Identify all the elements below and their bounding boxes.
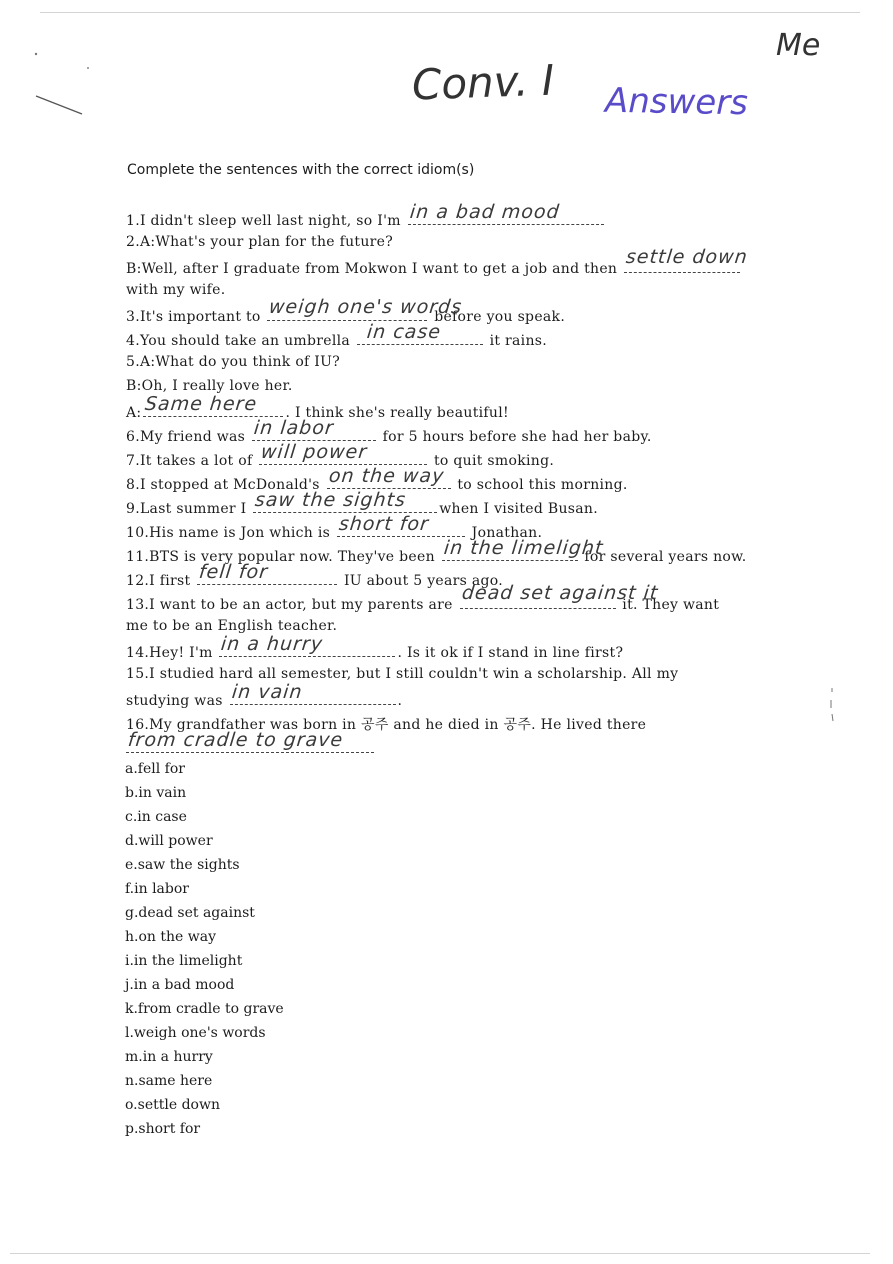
question-line: 1.I didn't sleep well last night, so I'm in a bad mood [126, 210, 606, 229]
question-line: 14.Hey! I'm in a hurry . Is it ok if I stand in line first? [126, 633, 624, 661]
question-line: 5.A:What do you think of IU? [126, 354, 341, 370]
option-item: k.from cradle to grave [125, 1001, 284, 1017]
handwritten-answer: settle down [624, 246, 749, 268]
answer-blank [197, 561, 337, 585]
answer-blank [267, 296, 464, 321]
answer-blank [253, 489, 437, 513]
option-item: d.will power [125, 833, 213, 849]
option-item: i.in the limelight [125, 953, 243, 969]
question-line: 2.A:What's your plan for the future? [126, 234, 394, 250]
question-line: 12.I first fell for IU about 5 years ago. [126, 561, 504, 589]
question-line: 6.My friend was in labor for 5 hours before she had her baby. [126, 417, 652, 445]
answer-blank [408, 201, 604, 225]
question-line: 10.His name is Jon which is short for Jonathan. [126, 513, 543, 541]
scan-edge-top [40, 12, 860, 13]
question-line: 3.It's important to weigh one's words before you speak. [126, 296, 566, 325]
question-line: 4.You should take an umbrella in case it rains. [126, 321, 548, 349]
answer-blank [337, 513, 465, 537]
answer-blank [219, 633, 395, 657]
option-item: e.saw the sights [125, 857, 240, 873]
option-item: h.on the way [125, 929, 216, 945]
page-title: Conv. I [411, 55, 555, 110]
option-item: n.same here [125, 1073, 213, 1089]
handwritten-answer: dead set against it [460, 582, 660, 604]
answer-blank [460, 582, 660, 609]
answer-blank [259, 441, 427, 465]
answers-label: Answers [604, 80, 749, 124]
handwritten-answer: Same here [144, 393, 259, 415]
handwritten-answer: in a hurry [220, 633, 325, 655]
question-line: studying was in vain . [126, 681, 403, 709]
option-item: c.in case [125, 809, 187, 825]
answer-blank [143, 393, 283, 417]
question-line: 8.I stopped at McDonald's on the way to school this morning. [126, 465, 628, 493]
question-line: 9.Last summer I saw the sights when I visited Busan. [126, 489, 598, 517]
option-item: b.in vain [125, 785, 187, 801]
option-item: p.short for [125, 1121, 201, 1137]
handwritten-answer: on the way [327, 465, 446, 487]
question-line: 13.I want to be an actor, but my parents are dead set against it it. They want [126, 582, 720, 613]
question-line: B:Well, after I graduate from Mokwon I want to get a job and then settle down [126, 246, 749, 277]
answer-blank [442, 537, 605, 561]
handwritten-answer: in a bad mood [408, 201, 561, 223]
handwritten-answer: in vain [230, 681, 304, 703]
question-line [126, 729, 376, 757]
option-item: f.in labor [125, 881, 189, 897]
option-item: m.in a hurry [125, 1049, 213, 1065]
option-item: o.settle down [125, 1097, 220, 1113]
handwritten-answer: fell for [198, 561, 270, 583]
answer-blank [624, 246, 749, 273]
answer-blank [252, 417, 376, 441]
instructions: Complete the sentences with the correct idiom(s) [127, 162, 475, 178]
pencil-mark [28, 40, 98, 130]
handwritten-answer: in the limelight [442, 537, 605, 559]
handwritten-answer: will power [260, 441, 369, 463]
answer-blank [357, 321, 483, 345]
answer-blank [126, 729, 374, 753]
question-line: 7.It takes a lot of will power to quit smoking. [126, 441, 555, 469]
option-item: g.dead set against [125, 905, 255, 921]
question-line: 15.I studied hard all semester, but I still couldn't win a scholarship. All my [126, 666, 679, 682]
question-line: 11.BTS is very popular now. They've been in the limelight for several years now. [126, 537, 747, 565]
question-line: me to be an English teacher. [126, 618, 338, 634]
handwritten-answer: weigh one's words [268, 296, 464, 318]
option-item: a.fell for [125, 761, 185, 777]
handwritten-answer: short for [337, 513, 431, 535]
handwritten-answer: saw the sights [254, 489, 408, 511]
handwritten-answer: in labor [252, 417, 335, 439]
question-line: 16.My grandfather was born in 공주 and he died in 공주. He lived there [126, 717, 647, 733]
answer-blank [327, 465, 451, 489]
pencil-mark-right [826, 686, 838, 726]
option-item: l.weigh one's words [125, 1025, 266, 1041]
question-line: with my wife. [126, 282, 226, 298]
scan-edge-bottom [10, 1253, 870, 1254]
question-line: B:Oh, I really love her. [126, 378, 293, 394]
handwritten-answer: from cradle to grave [126, 729, 345, 751]
option-item: j.in a bad mood [125, 977, 235, 993]
question-line: A: Same here . I think she's really beautiful! [126, 393, 509, 421]
handwritten-answer: in case [365, 321, 443, 343]
owner-label: Me [776, 28, 821, 63]
